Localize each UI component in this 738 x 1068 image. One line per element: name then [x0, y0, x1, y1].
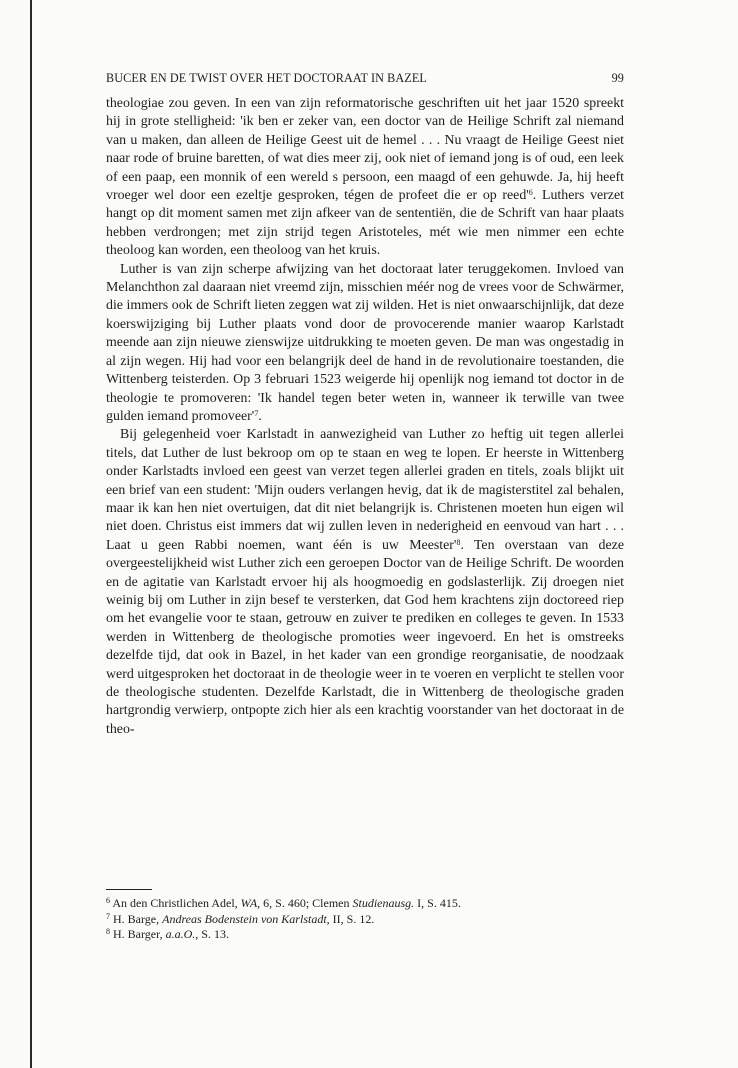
footnote-italic: Studienausg. — [352, 896, 415, 910]
body-text — [106, 95, 624, 739]
footnote-text: H. Barger, — [110, 927, 166, 941]
paragraph-1 — [106, 95, 624, 261]
footnote-6 — [106, 896, 624, 912]
paragraph-1-tail: . Luthers verzet hangt op dit moment samen met zijn afkeer van de sententiën, die de Schrift van haar plaats hebben verdrongen; met zijn strijd tegen Aristoteles, mét wie men nimmer een echte theoloog kan worden, een theoloog van het kruis. — [106, 188, 624, 259]
footnote-text: , 6, S. 460; Clemen — [257, 896, 353, 910]
paragraph-1-text: theologiae zou geven. In een van zijn reformatorische geschriften uit het jaar 1520 spreekt hij in grote stelligheid: 'ik ben er zeker van, een doctor van de Heilige Schrift zal niemand van u maken, dan alleen de Heilige Geest uit de hemel . . . Nu vraagt de Heilige Geest niet naar rode of bruine baretten, of wat dies meer zij, ook niet of iemand jong is of oud, een leek of een paap, een monnik of een wereld s persoon, een maagd of een gehuwde. Ja, hij heeft vroeger wel door een ezeltje gesproken, tégen de profeet die er op reed' — [106, 96, 624, 204]
footnote-text: An den Christlichen Adel, — [110, 896, 241, 910]
footnote-number: 7 — [106, 911, 110, 921]
paragraph-2-tail: . — [258, 408, 262, 424]
page-edge — [30, 0, 32, 1068]
footnote-italic: Andreas Bodenstein von Karlstadt, — [162, 911, 330, 926]
footnote-number: 6 — [106, 896, 110, 905]
page-number: 99 — [611, 71, 624, 85]
footnote-italic: WA — [240, 896, 258, 910]
footnote-text: II, S. 12. — [329, 911, 375, 926]
footnotes — [106, 896, 624, 943]
footnote-text: H. Barge, — [110, 911, 163, 926]
paragraph-3-tail: . Ten overstaan van deze overgeestelijkheid wist Luther zich een geroepen Doctor van de Heilige Schrift. De woorden en de agitatie van Karlstadt ervoer hij als hoogmoedig en godslasterlijk. Zij droegen niet weinig bij om Luther in zijn besef te versterken, dat God hem krachtens zijn doctoreed riep om het evangelie voor te staan, getrouw en zuiver te prediken en colleges te geven. In 1533 werden in Wittenberg de theologische promoties weer ingevoerd. En het is omstreeks dezelfde tijd, dat ook in Bazel, in het kader van een grondige reorganisatie, de noodzaak werd uitgesproken het doctoraat in de theologie weer in te voeren en verplicht te stellen voor de theologische studenten. Dezelfde Karlstadt, die in Wittenberg de theologische graden hartgrondig verwierp, ontpopte zich hier als een krachtig voorstander van het doctoraat in de theo- — [106, 537, 624, 737]
footnote-8 — [106, 927, 624, 943]
footnote-text: S. 13. — [198, 927, 229, 941]
running-title: BUCER EN DE TWIST OVER HET DOCTORAAT IN BAZEL — [106, 71, 427, 85]
footnote-rule — [106, 889, 152, 890]
paragraph-2-text: Luther is van zijn scherpe afwijzing van het doctoraat later teruggekomen. Invloed van Melanchthon zal daaraan niet vreemd zijn, misschien méér nog de vrees voor de Schwärmer, die immers ook de Schrift lieten zeggen wat zij wilden. Het is niet onwaarschijnlijk, dat deze koerswijziging bij Luther plaats vond door de provocerende manier waarop Karlstadt meende aan zijn nieuwe zienswijze uitdrukking te moeten geven. De man was ongestadig in al zijn wegen. Hij had voor een belangrijk deel de hand in de revolutionaire toestanden, die Wittenberg teisterden. Op 3 februari 1523 weigerde hij openlijk nog iemand tot doctor in de theologie te promoveren: 'Ik handel tegen beter weten in, wanneer ik terwille van twee gulden iemand promoveer' — [106, 261, 624, 424]
footnote-ref-8: 8 — [456, 537, 461, 547]
footnote-number: 8 — [106, 927, 110, 936]
footnote-7 — [106, 912, 624, 928]
footnote-text: I, S. 415. — [414, 896, 461, 910]
paragraph-3 — [106, 426, 624, 739]
paragraph-2 — [106, 261, 624, 427]
footnote-ref-7: 7 — [254, 408, 259, 418]
paragraph-3-text: Bij gelegenheid voer Karlstadt in aanwezigheid van Luther zo heftig uit tegen allerlei titels, dat Luther de lust bekroop om op te staan en weg te lopen. Er heerste in Wittenberg onder Karlstadts invloed een geest van verzet tegen allerlei graden en titels, zoals blijkt uit een brief van een student: 'Mijn ouders verlangen hevig, dat ik de magisterstitel zal behalen, maar ik kan hen niet overtuigen, dat dit niet belangrijk is. Christenen moeten hun eigen wil niet doen. Christus eist immers dat wij zullen leven in nederigheid en eenvoud van hart . . . Laat u geen Rabbi noemen, want één is uw Meester' — [106, 427, 624, 553]
running-head — [106, 71, 624, 86]
footnote-ref-6: 6 — [528, 188, 533, 198]
footnote-italic: a.a.O., — [165, 927, 199, 941]
